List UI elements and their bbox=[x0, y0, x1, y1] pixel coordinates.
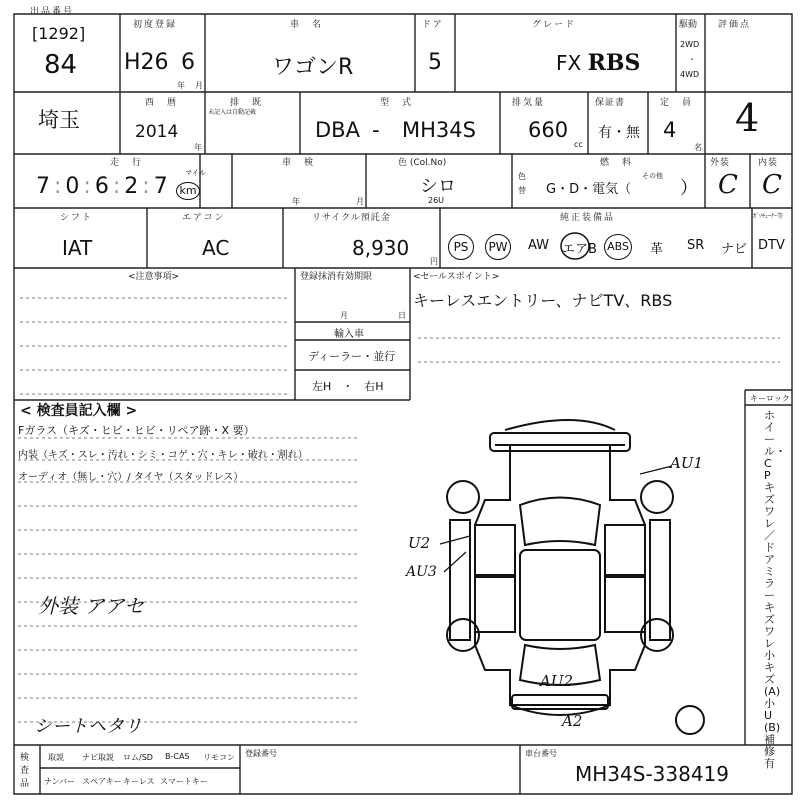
recycle-unit: 円 bbox=[430, 257, 438, 266]
model-value: MH34S bbox=[402, 118, 476, 142]
model-label: 型 式 bbox=[380, 98, 414, 108]
fuel-value: G・D・電気（ bbox=[546, 182, 632, 197]
footer-item: ナビ取説 bbox=[82, 753, 114, 762]
equip-aw: AW bbox=[528, 238, 550, 253]
year-label: 西 暦 bbox=[145, 98, 179, 108]
doors-label: ドア bbox=[422, 20, 444, 30]
color-change: 色替 bbox=[518, 172, 526, 195]
reg-expiry-label: 登録抹消有効期限 bbox=[300, 272, 373, 282]
import-label: 輸入車 bbox=[334, 329, 364, 340]
expiry-day: 日 bbox=[398, 311, 406, 320]
color-value: シロ bbox=[420, 176, 456, 197]
recycle-label: リサイクル預託金 bbox=[312, 213, 391, 223]
mark-a2: A2 bbox=[562, 712, 583, 730]
fuel-other: その他 bbox=[642, 172, 663, 180]
reg-note: 未記入は自動記載 bbox=[208, 109, 257, 116]
fuel-close: ） bbox=[680, 178, 698, 199]
color-label: 色 (Col.No) bbox=[398, 158, 447, 168]
shift-value: IAT bbox=[62, 236, 93, 260]
caution-label: <注意事項> bbox=[128, 272, 180, 282]
equip-dtv: DTV bbox=[758, 238, 785, 253]
mileage-digit: 7 bbox=[153, 174, 168, 199]
mileage-digits: 7 : 0 : 6 : 2 : 7 bbox=[36, 174, 168, 199]
mark-u2: U2 bbox=[408, 534, 431, 552]
expiry-month: 月 bbox=[340, 311, 348, 320]
interior-value: C bbox=[762, 170, 782, 200]
equipment-label: 純正装備品 bbox=[560, 213, 616, 223]
eval-label: 評価点 bbox=[718, 20, 752, 30]
reg-label: 排 既 bbox=[230, 98, 264, 108]
mark-u2-leader bbox=[436, 532, 476, 582]
chassis-label: 車台番号 bbox=[525, 749, 557, 758]
first-reg-month: 6 bbox=[181, 50, 195, 75]
footer-item: ロム/SD bbox=[123, 753, 153, 762]
footer-item: ナンバー bbox=[44, 777, 76, 786]
inspector-audio: オーディオ（無し・穴）/ タイヤ（スタッドレス） bbox=[18, 472, 244, 483]
car-name-label: 車 名 bbox=[290, 20, 324, 30]
lot-label: 出品番号 bbox=[30, 7, 75, 17]
sales-label: <セールスポイント> bbox=[413, 272, 500, 282]
footer-item: B-CAS bbox=[165, 752, 190, 761]
mark-au3: AU3 bbox=[406, 564, 437, 580]
grade-value: FX RBS bbox=[556, 50, 641, 76]
mileage-label: 走 行 bbox=[110, 158, 144, 168]
equip-airbag: エアB bbox=[562, 242, 597, 257]
footer-item: スマートキー bbox=[160, 777, 208, 786]
first-reg-era: H26 bbox=[124, 50, 169, 75]
cc-value: 660 bbox=[528, 118, 569, 142]
capacity-label: 定 員 bbox=[660, 98, 694, 108]
equip-sr: SR bbox=[687, 238, 705, 253]
keylock-label: キーロック bbox=[750, 394, 790, 403]
exterior-label: 外装 bbox=[710, 158, 731, 168]
check-label: 検査品 bbox=[20, 753, 30, 789]
drive-label: 駆動 bbox=[679, 20, 698, 30]
equip-navi: ナビ bbox=[721, 242, 748, 257]
equip-leather: 革 bbox=[650, 242, 664, 257]
mileage-unit-top: マイル bbox=[185, 169, 206, 177]
warranty-label: 保証書 bbox=[595, 98, 626, 108]
car-name: ワゴンR bbox=[272, 55, 354, 80]
cc-unit: cc bbox=[574, 140, 583, 149]
capacity-unit: 名 bbox=[694, 143, 702, 152]
region: 埼玉 bbox=[38, 108, 80, 132]
fuel-label: 燃 料 bbox=[600, 158, 634, 168]
mark-au1-leader bbox=[640, 460, 680, 480]
month-unit: 月 bbox=[195, 81, 203, 90]
lot-number: 84 bbox=[44, 50, 78, 80]
shaken-label: 車 検 bbox=[282, 158, 316, 168]
model-dash: - bbox=[372, 118, 380, 142]
equip-ps: PS bbox=[448, 234, 474, 260]
mileage-digit: 0 bbox=[65, 174, 80, 199]
footer-item: キーレス bbox=[123, 777, 155, 786]
mileage-digit: 6 bbox=[94, 174, 109, 199]
lot-box: [1292] bbox=[32, 24, 86, 43]
tuner-label: ｶﾞｿﾁｭｰﾅｰ等 bbox=[753, 213, 784, 220]
year-value: 2014 bbox=[135, 122, 179, 142]
inspector-title: < 検査員記入欄 > bbox=[20, 403, 138, 419]
inspector-fglass: Fガラス（キズ・ヒビ・ヒビ・リペア跡・X 要） bbox=[18, 424, 255, 437]
first-reg-label: 初度登録 bbox=[133, 20, 178, 30]
warranty-value: 有・無 bbox=[598, 125, 640, 141]
interior-label: 内装 bbox=[758, 158, 779, 168]
sales-points: キーレスエントリー、ナビTV、RBS bbox=[413, 291, 673, 310]
mileage-digit: 2 bbox=[124, 174, 139, 199]
recycle-value: 8,930 bbox=[352, 236, 410, 260]
steering: 左H ・ 右H bbox=[312, 380, 384, 393]
footer-item: 取説 bbox=[48, 753, 64, 762]
chassis-number: MH34S-338419 bbox=[575, 762, 730, 786]
equip-abs: ABS bbox=[604, 234, 632, 260]
capacity-value: 4 bbox=[663, 118, 677, 142]
side-note: ホイール・CPキズワレ／ドアミラーキズワレ 小キズ(A)小U(B)補修有 bbox=[764, 409, 786, 770]
exterior-value: C bbox=[718, 170, 738, 200]
color-code: 26U bbox=[428, 196, 445, 205]
footer-item: リモコン bbox=[203, 753, 235, 762]
mark-au2: AU2 bbox=[540, 672, 574, 690]
equip-pw: PW bbox=[485, 234, 511, 260]
airbag-circle-mark bbox=[558, 230, 600, 262]
mileage-digit: 7 bbox=[36, 174, 50, 199]
mark-au1: AU1 bbox=[670, 454, 704, 472]
drive-4wd: 4WD bbox=[680, 70, 700, 79]
year-unit: 年 bbox=[177, 81, 185, 90]
cc-label: 排気量 bbox=[512, 98, 546, 108]
shift-label: シフト bbox=[60, 213, 94, 223]
footer-item: スペアキー bbox=[82, 777, 122, 786]
shaken-month: 月 bbox=[356, 197, 364, 206]
ac-value: AC bbox=[202, 236, 230, 260]
drive-2wd: 2WD bbox=[680, 40, 700, 49]
year-unit-2: 年 bbox=[194, 143, 202, 152]
handwritten-seat-note: シートヘタリ bbox=[34, 716, 142, 737]
doors-value: 5 bbox=[428, 50, 442, 75]
grade-label: グレード bbox=[532, 20, 577, 30]
model-prefix: DBA bbox=[315, 118, 360, 142]
import-type: ディーラー・並行 bbox=[308, 350, 396, 363]
handwritten-exterior-note: 外装 アアセ bbox=[38, 594, 145, 618]
mileage-unit-km: km bbox=[176, 182, 200, 200]
inspector-interior: 内装（キズ・スレ・汚れ・シミ・コゲ・穴・キレ・破れ・割れ） bbox=[18, 450, 308, 461]
ac-label: エアコン bbox=[182, 213, 226, 223]
eval-score: 4 bbox=[735, 96, 760, 140]
shaken-year: 年 bbox=[292, 197, 300, 206]
reg-number-label: 登録番号 bbox=[245, 749, 277, 758]
